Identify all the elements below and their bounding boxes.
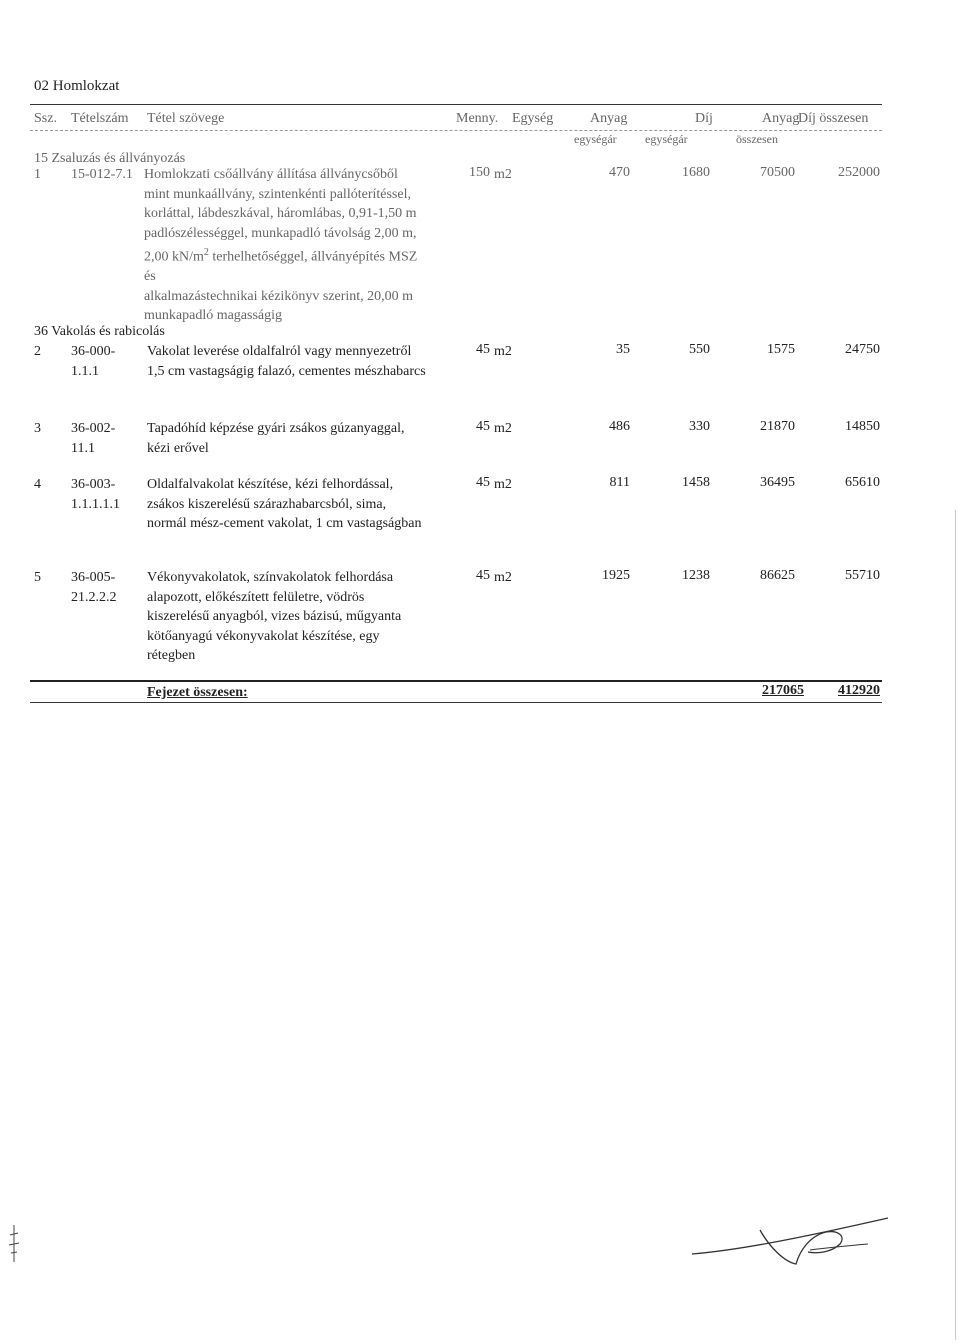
item-dij-egysegar: 550 [689,342,710,357]
header-sub-osszesen: összesen [736,132,778,146]
item-unit: m2 [494,477,512,492]
header-anyag-osszesen: Anyag [762,111,800,126]
item-anyag-egysegar: 470 [609,165,630,180]
item-quantity: 150 [469,165,490,180]
header-tetel-szovege: Tétel szövege [147,111,225,126]
header-sub-egysegar-dij: egységár [645,132,688,146]
item-anyag-osszesen: 70500 [760,165,795,180]
item-unit: m2 [494,570,512,585]
item-anyag-egysegar: 486 [609,419,630,434]
item-ssz: 2 [34,344,41,359]
header-menny: Menny. [456,111,499,126]
item-dij-egysegar: 1458 [682,475,710,490]
item-anyag-egysegar: 1925 [602,568,630,583]
header-anyag: Anyag [590,111,628,126]
item-ssz: 5 [34,570,41,585]
item-anyag-osszesen: 21870 [760,419,795,434]
item-code: 36-000- 1.1.1 [71,344,116,379]
item-description: Homlokzati csőállvány állítása állványcsőből mint munkaállvány, szintenkénti pallóterítéssel, korláttal, lábdeszkával, háromlábas, 0,91-1,50 m padlószélességgel, munkapadló távolság 2,00 m, 2,00 $kN/m^2$ terhelhetőséggel, állványépítés MSZ és alkalmazástechnikai kézikönyv szerint, 20,00 m munkapadló magasságig [144,167,418,324]
item-dij-egysegar: 1680 [682,165,710,180]
header-tetelszam: Tételszám [71,111,129,126]
item-quantity: 45 [476,342,490,357]
item-unit: m2 [494,421,512,436]
total-dij: 412920 [838,683,880,698]
item-description: Oldalfalvakolat készítése, kézi felhordással, zsákos kiszerelésű szárazhabarcsból, sima, normál mész-cement vakolat, 1 cm vastagságban [147,477,422,531]
header-egyseg: Egység [512,111,554,126]
header-ssz: Ssz. [34,111,57,126]
item-description: Vékonyvakolatok, színvakolatok felhordása alapozott, előkészített felületre, vödrös kiszerelésű anyagból, vizes bázisú, műgyanta kötőanyagú vékonyvakolat készítése, egy rétegben [147,570,402,663]
total-label: Fejezet összesen: [147,685,248,700]
item-anyag-osszesen: 86625 [760,568,795,583]
item-quantity: 45 [476,568,490,583]
item-anyag-egysegar: 35 [616,342,630,357]
item-code: 36-002- 11.1 [71,421,116,456]
item-dij-egysegar: 330 [689,419,710,434]
item-anyag-osszesen: 1575 [767,342,795,357]
item-unit: m2 [494,167,512,182]
chapter-title: 02 Homlokzat [34,78,120,94]
item-dij-egysegar: 1238 [682,568,710,583]
section-title: 36 Vakolás és rabicolás [34,324,165,339]
item-unit: m2 [494,344,512,359]
item-code: 36-005- 21.2.2.2 [71,570,117,605]
item-quantity: 45 [476,419,490,434]
item-anyag-egysegar: 811 [609,475,630,490]
item-dij-osszesen: 252000 [838,165,880,180]
item-dij-osszesen: 55710 [845,568,880,583]
right-edge-line [955,510,956,1340]
item-dij-osszesen: 14850 [845,419,880,434]
item-ssz: 1 [34,167,41,182]
item-dij-osszesen: 65610 [845,475,880,490]
header-sub-egysegar-anyag: egységár [574,132,617,146]
header-dij: Díj [695,111,713,126]
item-ssz: 4 [34,477,41,492]
item-quantity: 45 [476,475,490,490]
item-code: 15-012-7.1 [71,167,133,182]
item-description: Tapadóhíd képzése gyári zsákos gúzanyaggal, kézi erővel [147,421,405,456]
section-title: 15 Zsaluzás és állványozás [34,151,186,166]
item-dij-osszesen: 24750 [845,342,880,357]
item-description: Vakolat leverése oldalfalról vagy mennyezetről 1,5 cm vastagságig falazó, cementes mészhabarcs [147,344,426,379]
item-anyag-osszesen: 36495 [760,475,795,490]
header-dij-osszesen: Díj összesen [798,111,869,126]
item-ssz: 3 [34,421,41,436]
total-anyag: 217065 [762,683,804,698]
item-code: 36-003- 1.1.1.1.1 [71,477,120,512]
